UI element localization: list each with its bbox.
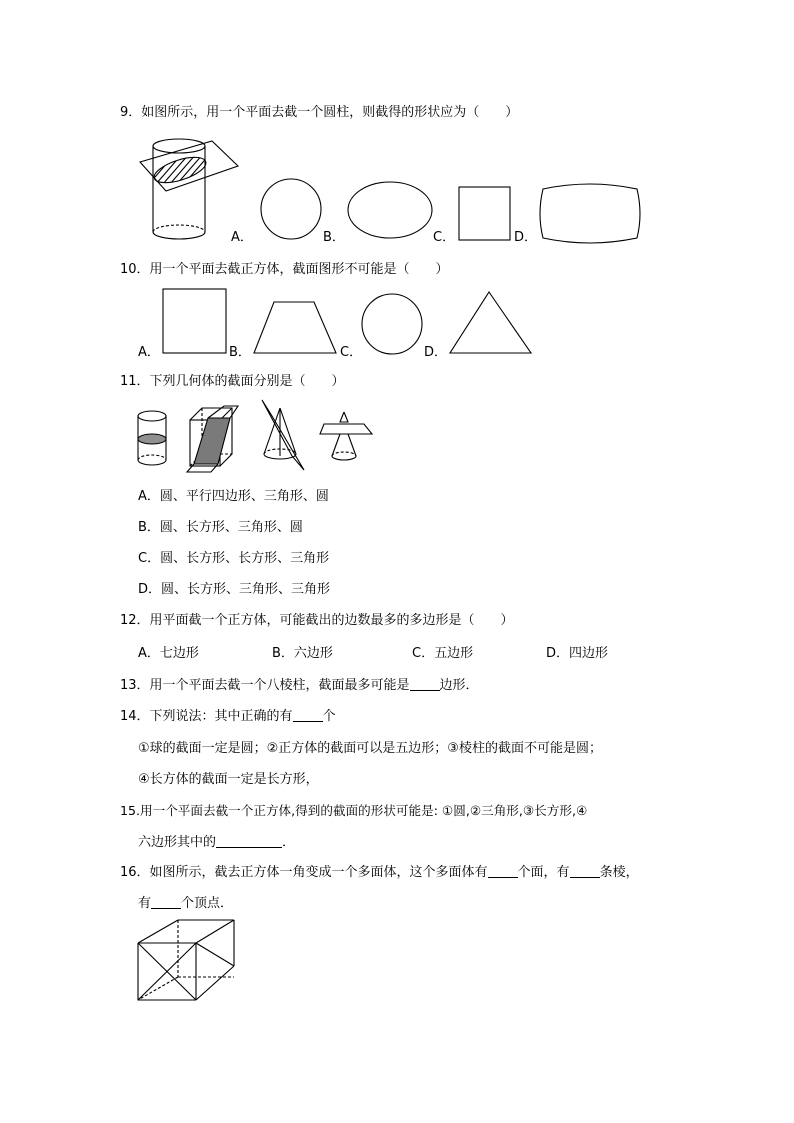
q11-cone-horizontal-cut-figure — [318, 408, 378, 466]
q16-line-1 — [120, 864, 639, 882]
q9-stem: 9．如图所示，用一个平面去截一个圆柱，则截得的形状应为（ ） — [120, 105, 519, 120]
q11-cuboid-cut-figure — [186, 406, 238, 472]
q13-line — [120, 677, 479, 695]
q14-text-before: 14．下列说法：其中正确的有 — [120, 709, 293, 724]
q16-text-2: 个面，有 — [517, 865, 570, 880]
q11-option-b: B．圆、长方形、三角形、圆 — [138, 520, 303, 535]
q9-option-c-square — [458, 186, 512, 242]
q11-cone-vertical-cut-figure — [254, 398, 308, 474]
q9-option-b-ellipse — [346, 180, 436, 242]
q13-text-after: 边形． — [439, 678, 479, 693]
q14-answer-blank — [293, 708, 323, 722]
q10-option-b-trapezoid — [252, 300, 340, 356]
q12-option-b: B．六边形 — [272, 646, 333, 661]
q10-option-a-label: A． — [138, 345, 160, 360]
q14-stem — [120, 708, 336, 726]
q15-answer-blank — [216, 834, 282, 848]
q9-option-a-circle — [258, 178, 324, 244]
q9-option-c-label: C． — [433, 230, 456, 245]
q15-text-before: 六边形其中的 — [138, 835, 217, 850]
q14-text-after: 个 — [322, 709, 336, 724]
q16-text-3: 条棱， — [599, 865, 639, 880]
q15-text-after: ． — [282, 835, 296, 850]
q9-option-d-label: D． — [514, 230, 538, 245]
q13-answer-blank — [410, 677, 440, 691]
q14-statements-line-2: ④长方体的截面一定是长方形， — [138, 772, 319, 787]
q13-text-before: 13．用一个平面去截一个八棱柱，截面最多可能是 — [120, 678, 410, 693]
q16-line-2 — [138, 895, 233, 913]
q10-option-a-square — [162, 288, 228, 356]
q10-option-c-circle — [360, 292, 424, 356]
q11-option-a: A．圆、平行四边形、三角形、圆 — [138, 489, 329, 504]
q10-stem: 10．用一个平面去截正方体，截面图形不可能是（ ） — [120, 262, 449, 277]
q15-line-2 — [138, 834, 295, 852]
q16-vertices-blank — [151, 895, 181, 909]
q16-truncated-cube-figure — [136, 918, 238, 1004]
q10-option-d-label: D． — [424, 345, 448, 360]
q11-option-d: D．圆、长方形、三角形、三角形 — [138, 582, 331, 597]
q14-statements-line-1: ①球的截面一定是圆；②正方体的截面可以是五边形；③棱柱的截面不可能是圆； — [138, 741, 602, 756]
q12-option-a: A．七边形 — [138, 646, 199, 661]
q16-edges-blank — [570, 864, 600, 878]
q12-option-d: D．四边形 — [546, 646, 609, 661]
q10-option-d-triangle — [448, 290, 534, 356]
q11-stem: 11．下列几何体的截面分别是（ ） — [120, 374, 345, 389]
q16-text-1: 16．如图所示，截去正方体一角变成一个多面体，这个多面体有 — [120, 865, 488, 880]
q16-text-5: 个顶点． — [181, 896, 234, 911]
q9-option-d-barrel-shape — [539, 186, 641, 242]
q10-option-b-label: B． — [229, 345, 251, 360]
q9-option-a-label: A． — [231, 230, 253, 245]
q12-option-c: C．五边形 — [412, 646, 474, 661]
q9-option-b-label: B． — [323, 230, 345, 245]
q15-line-1: 15.用一个平面去截一个正方体,得到的截面的形状可能是: ①圆,②三角形,③长方形,④ — [120, 803, 588, 818]
q16-text-4: 有 — [138, 896, 152, 911]
q11-option-c: C．圆、长方形、长方形、三角形 — [138, 551, 330, 566]
q12-stem: 12．用平面截一个正方体，可能截出的边数最多的多边形是（ ） — [120, 613, 514, 628]
q9-cylinder-cut-figure — [138, 136, 242, 244]
q10-option-c-label: C． — [340, 345, 363, 360]
q16-faces-blank — [488, 864, 518, 878]
q11-cylinder-figure — [134, 408, 170, 468]
